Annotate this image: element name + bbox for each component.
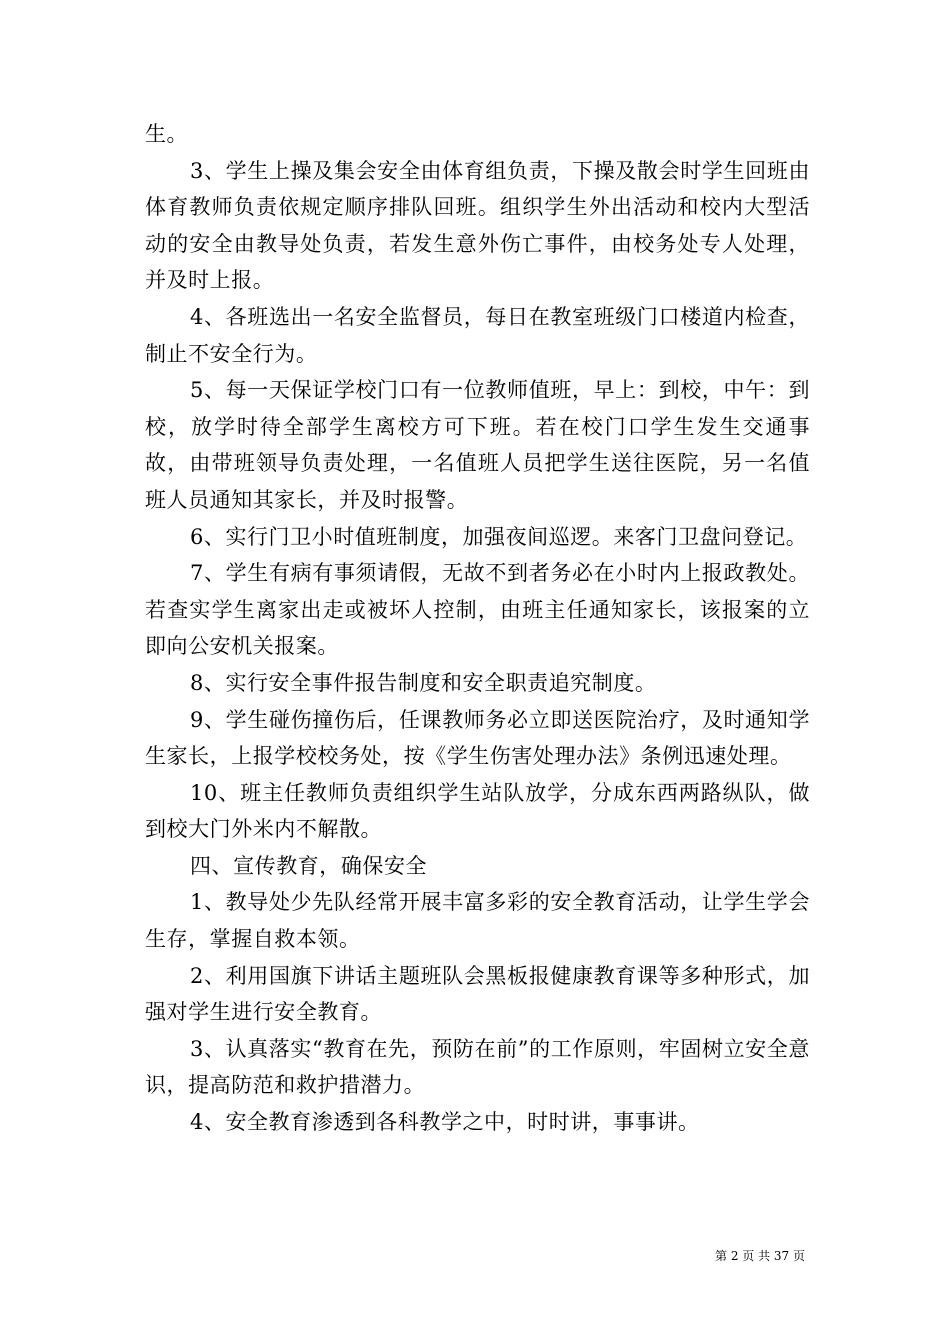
paragraph: 3、认真落实“教育在先，预防在前”的工作原则，牢固树立安全意识，提高防范和救护措潜力。 xyxy=(145,1036,810,1098)
paragraph: 1、教导处少先队经常开展丰富多彩的安全教育活动，让学生学会生存，掌握自救本领。 xyxy=(145,890,810,952)
paragraph: 4、安全教育渗透到各科教学之中，时时讲，事事讲。 xyxy=(190,1110,700,1135)
paragraph: 2、利用国旗下讲话主题班队会黑板报健康教育课等多种形式，加强对学生进行安全教育。 xyxy=(145,963,810,1025)
section-heading: 四、宣传教育，确保安全 xyxy=(190,853,428,878)
paragraph: 4、各班选出一名安全监督员，每日在教室班级门口楼道内检查，制止不安全行为。 xyxy=(145,304,810,366)
paragraph: 3、学生上操及集会安全由体育组负责，下操及散会时学生回班由体育教师负责依规定顺序排队回班。组织学生外出活动和校内大型活动的安全由教导处负责，若发生意外伤亡事件，由校务处专人处理，并及时上报。 xyxy=(145,158,810,293)
paragraph: 8、实行安全事件报告制度和安全职责追究制度。 xyxy=(190,670,657,695)
paragraph: 6、实行门卫小时值班制度，加强夜间巡逻。来客门卫盘问登记。 xyxy=(190,524,808,549)
page-number-footer: 第 2 页 共 37 页 xyxy=(715,1249,805,1263)
paragraph: 9、学生碰伤撞伤后，任课教师务必立即送医院治疗，及时通知学生家长，上报学校校务处，按《学生伤害处理办法》条例迅速处理。 xyxy=(145,707,810,769)
paragraph: 7、学生有病有事须请假，无故不到者务必在小时内上报政教处。若查实学生离家出走或被坏人控制，由班主任通知家长，该报案的立即向公安机关报案。 xyxy=(145,561,810,659)
paragraph: 生。 xyxy=(145,122,189,146)
paragraph: 5、每一天保证学校门口有一位教师值班，早上：到校，中午：到校，放学时待全部学生离校方可下班。若在校门口学生发生交通事故，由带班领导负责处理，一名值班人员把学生送往医院，另一名值班人员通知其家长，并及时报警。 xyxy=(145,378,810,512)
document-body xyxy=(145,116,810,1141)
paragraph: 10、班主任教师负责组织学生站队放学，分成东西两路纵队，做到校大门外米内不解散。 xyxy=(145,780,810,842)
